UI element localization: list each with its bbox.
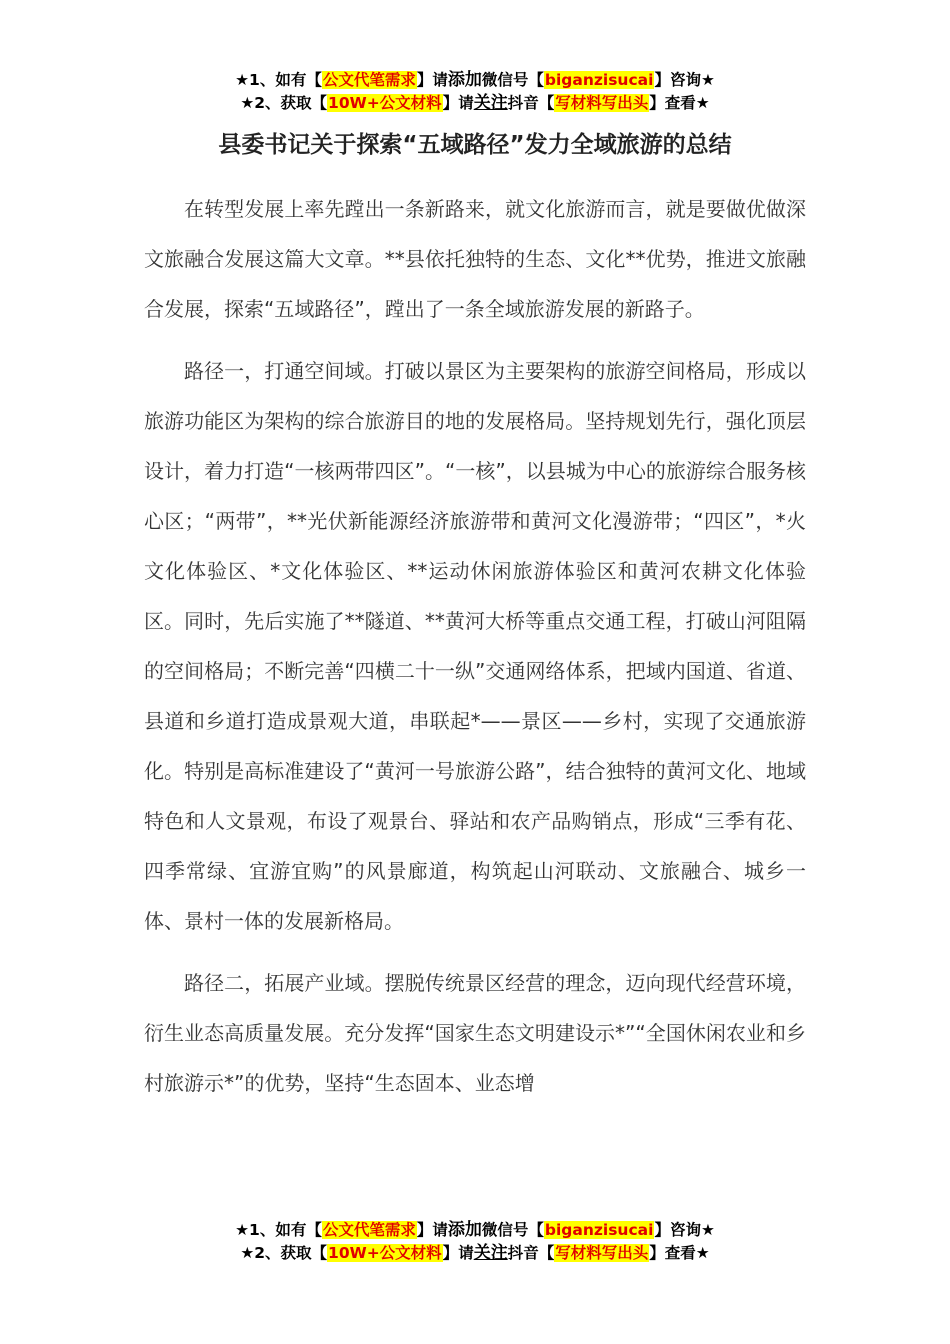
- promo-text: 】查看★: [649, 1244, 710, 1262]
- promo-highlight: biganzisucai: [544, 1221, 654, 1239]
- promo-highlight: 10W+公文材料: [328, 94, 442, 112]
- document-title: 县委书记关于探索“五域路径”发力全域旅游的总结: [218, 132, 732, 158]
- promo-text: 】请: [442, 94, 474, 112]
- paragraph: 路径二，拓展产业域。摆脱传统景区经营的理念，迈向现代经营环境，衍生业态高质量发展。充分发挥“国家生态文明建设示*”“全国休闲农业和乡村旅游示*”的优势，坚持“生态固本、业态增: [144, 971, 806, 1095]
- promo-text: ★1、如有【: [235, 71, 322, 89]
- promo-text: ★2、获取【: [240, 94, 328, 112]
- promo-highlight: biganzisucai: [544, 71, 654, 89]
- promo-highlight: 公文代笔需求: [322, 1221, 416, 1239]
- promo-highlight: 写材料写出头: [555, 94, 649, 112]
- promo-text: 】请: [416, 71, 448, 89]
- promo-text: 】咨询★: [654, 1221, 715, 1239]
- promo-text: 抖音【: [507, 1244, 555, 1262]
- document-body: [144, 184, 806, 1120]
- paragraph: 路径一，打通空间域。打破以景区为主要架构的旅游空间格局，形成以旅游功能区为架构的综合旅游目的地的发展格局。坚持规划先行，强化顶层设计，着力打造“一核两带四区”。“一核”，以县城为中心的旅游综合服务核心区；“两带”，**光伏新能源经济旅游带和黄河文化漫游带；“四区”，*火文化体验区、*文化体验区、**运动休闲旅游体验区和黄河农耕文化体验区。同时，先后实施了**隧道、**黄河大桥等重点交通工程，打破山河阻隔的空间格局；不断完善“四横二十一纵”交通网络体系，把域内国道、省道、县道和乡道打造成景观大道，串联起*——景区——乡村，实现了交通旅游化。特别是高标准建设了“黄河一号旅游公路”，结合独特的黄河文化、地域特色和人文景观，布设了观景台、驿站和农产品购销点，形成“三季有花、四季常绿、宜游宜购”的风景廊道，构筑起山河联动、文旅融合、城乡一体、景村一体的发展新格局。: [144, 359, 806, 933]
- paragraph: 在转型发展上率先蹚出一条新路来，就文化旅游而言，就是要做优做深文旅融合发展这篇大文章。**县依托独特的生态、文化**优势，推进文旅融合发展，探索“五域路径”，蹚出了一条全域旅游发展的新路子。: [144, 197, 806, 321]
- promo-banner-top: [0, 69, 950, 115]
- promo-text: 微信号【: [481, 71, 544, 89]
- promo-line-2: [0, 1242, 950, 1265]
- promo-text: 微信号【: [481, 1221, 544, 1239]
- promo-text: ★1、如有【: [235, 1221, 322, 1239]
- promo-text: ★2、获取【: [240, 1244, 328, 1262]
- promo-banner-bottom: [0, 1219, 950, 1265]
- promo-emphasis: 关注: [473, 93, 508, 113]
- promo-text: 】请: [416, 1221, 448, 1239]
- promo-line-1: [0, 1219, 950, 1242]
- promo-emphasis: 添加: [447, 1220, 482, 1240]
- promo-highlight: 写材料写出头: [555, 1244, 649, 1262]
- promo-emphasis: 添加: [447, 70, 482, 90]
- promo-emphasis: 关注: [473, 1243, 508, 1263]
- promo-highlight: 10W+公文材料: [328, 1244, 442, 1262]
- promo-text: 】查看★: [649, 94, 710, 112]
- promo-text: 】请: [442, 1244, 474, 1262]
- promo-line-2: [0, 92, 950, 115]
- promo-text: 】咨询★: [654, 71, 715, 89]
- promo-line-1: [0, 69, 950, 92]
- promo-text: 抖音【: [507, 94, 555, 112]
- promo-highlight: 公文代笔需求: [322, 71, 416, 89]
